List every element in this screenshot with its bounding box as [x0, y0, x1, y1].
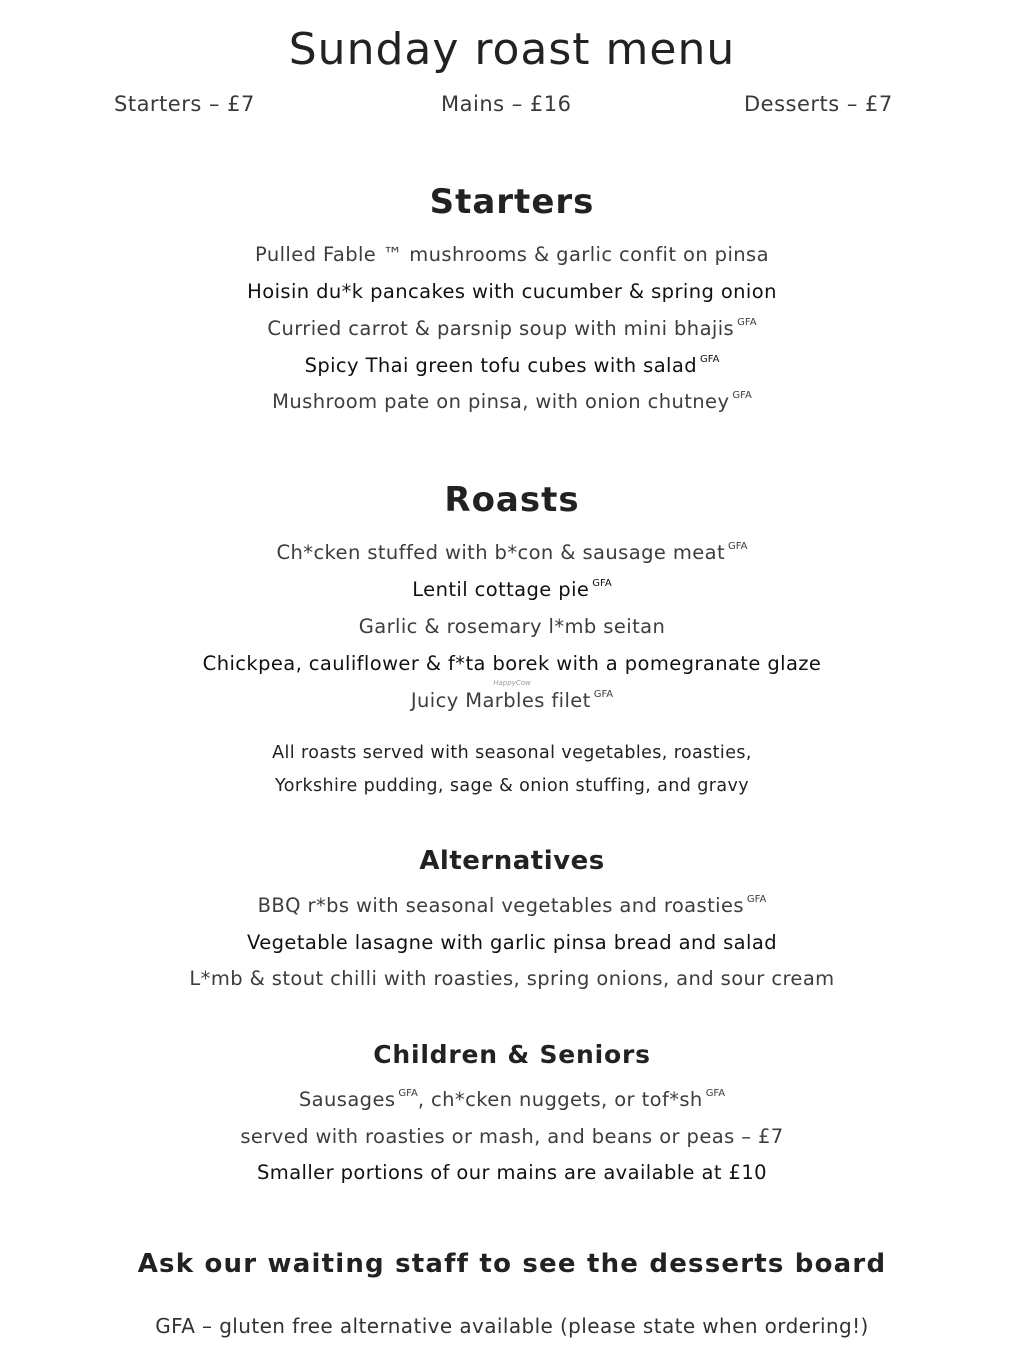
gfa-mark: GFA [732, 390, 752, 401]
gfa-mark: GFA [398, 1088, 418, 1099]
starter-item: Pulled Fable ™ mushrooms & garlic confit on pinsa [255, 243, 769, 266]
starters-heading: Starters [429, 182, 595, 222]
page-title: Sunday roast menu [288, 24, 736, 75]
gfa-mark: GFA [728, 541, 748, 552]
alternative-item: L*mb & stout chilli with roasties, spring onions, and sour cream [189, 967, 835, 990]
children-item: Smaller portions of our mains are available at £10 [257, 1161, 767, 1184]
alternative-item: Vegetable lasagne with garlic pinsa bread and salad [247, 931, 777, 954]
price-desserts: Desserts – £7 [744, 92, 893, 116]
gfa-mark: GFA [700, 354, 720, 365]
roast-item: Lentil cottage pie $^{GFA}$ [412, 578, 612, 601]
alternative-item: BBQ r*bs with seasonal vegetables and roasties $^{GFA}$ [257, 894, 767, 917]
price-starters: Starters – £7 [114, 92, 255, 116]
starter-item: Mushroom pate on pinsa, with onion chutney $^{GFA}$ [272, 390, 752, 413]
gfa-mark: GFA [592, 578, 612, 589]
gfa-footnote: GFA – gluten free alternative available (please state when ordering!) [155, 1314, 869, 1338]
watermark-logo: HappyCow [493, 679, 531, 687]
children-item: Sausages $^{GFA}$, ch*cken nuggets, or tof*sh $^{GFA}$ [298, 1088, 726, 1111]
starter-item: Spicy Thai green tofu cubes with salad $^{GFA}$ [304, 354, 720, 377]
children-seniors-heading: Children & Seniors [373, 1040, 651, 1069]
price-summary [0, 92, 1024, 122]
roast-item: Ch*cken stuffed with b*con & sausage meat $^{GFA}$ [276, 541, 748, 564]
gfa-mark: GFA [737, 317, 757, 328]
roast-item: Garlic & rosemary l*mb seitan [358, 615, 666, 638]
children-item: served with roasties or mash, and beans or peas – £7 [240, 1125, 784, 1148]
starter-item: Curried carrot & parsnip soup with mini bhajis $^{GFA}$ [267, 317, 757, 340]
roasts-heading: Roasts [444, 480, 580, 520]
gfa-mark: GFA [593, 689, 614, 700]
gfa-mark: GFA [705, 1088, 726, 1099]
roasts-note-line1: All roasts served with seasonal vegetables, roasties, [272, 743, 752, 763]
roasts-note-line2: Yorkshire pudding, sage & onion stuffing, and gravy [275, 776, 749, 796]
price-mains: Mains – £16 [441, 92, 572, 116]
alternatives-heading: Alternatives [419, 846, 605, 876]
starter-item: Hoisin du*k pancakes with cucumber & spring onion [247, 280, 777, 303]
roast-item: Chickpea, cauliflower & f*ta borek with a pomegranate glaze [202, 652, 822, 675]
desserts-board-note: Ask our waiting staff to see the desserts board [137, 1249, 887, 1279]
roast-item: Juicy Marbles filet $^{GFA}$ [410, 689, 614, 712]
gfa-mark: GFA [746, 894, 767, 905]
